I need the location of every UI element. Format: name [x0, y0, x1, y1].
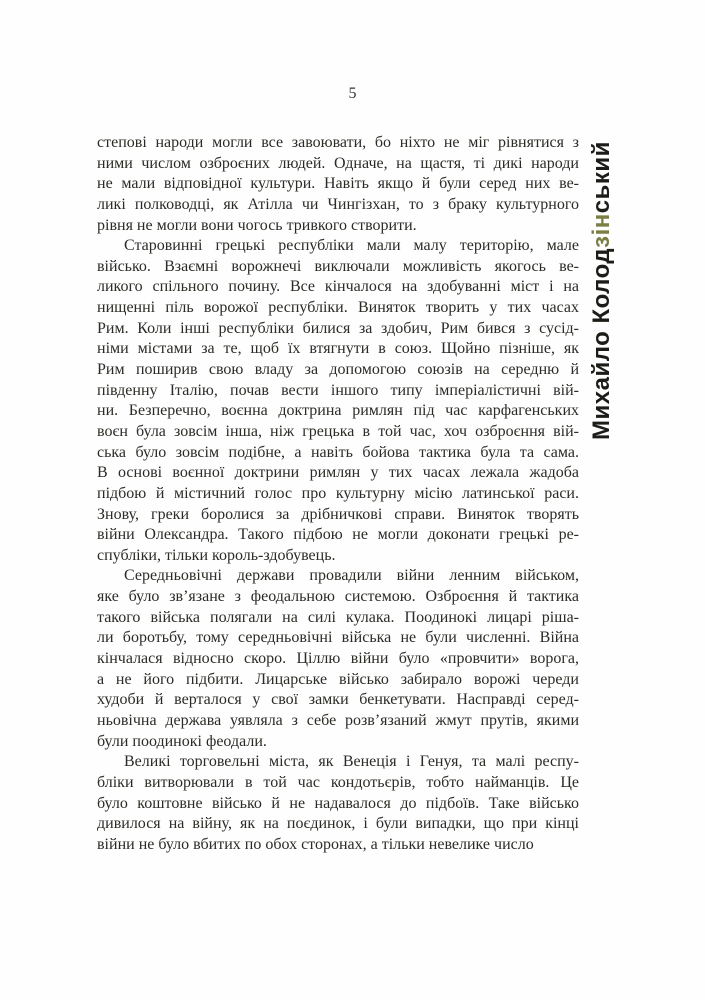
- text-line: було коштовне військо й не надавалося до підбоїв. Таке військо: [97, 794, 579, 812]
- author-margin-vertical-text: [588, 120, 628, 440]
- body-text-block: [97, 133, 579, 855]
- text-line: ними числом озброєних людей. Одначе, на щастя, ті дикі народи: [97, 154, 579, 172]
- text-line: Середньовічні держави провадили війни ленним військом,: [124, 567, 579, 585]
- author-name-suffix: ський: [588, 141, 615, 214]
- text-line: бліки витворювали в той час кондотьєрів, тобто найманців. Це: [97, 773, 579, 791]
- paragraph: [97, 236, 579, 566]
- text-line: воєн була зовсім інша, ніж грецька в той час, хоч озброєння вій-: [97, 422, 579, 440]
- text-line: ньовічна держава уявляла з себе розв’язаний жмут прутів, якими: [97, 711, 579, 729]
- paragraph: [97, 752, 579, 855]
- author-name-prefix: Михайло Колод: [588, 247, 615, 440]
- text-line: дивилося на війну, як на поєдинок, і були випадки, що при кінці: [97, 815, 579, 833]
- text-line: південну Італію, почав вести іншого типу імперіалістичні вій-: [97, 381, 579, 399]
- page-number: 5: [348, 85, 357, 102]
- text-line: ська було зовсім подібне, а навіть бойова тактика була та сама.: [97, 443, 579, 461]
- text-line: рівня не могли вони чогось тривкого створити.: [97, 216, 417, 234]
- text-line: підбою й містичний голос про культурну місію латинської раси.: [97, 484, 579, 502]
- text-line: Старовинні грецькі республіки мали малу територію, мале: [124, 237, 579, 255]
- text-line: не мали відповідної культури. Навіть якщо й були серед них ве-: [97, 175, 579, 193]
- text-line: ликі полководці, як Атілла чи Чингізхан, то з браку культурного: [97, 195, 579, 213]
- text-line: ни. Безперечно, воєнна доктрина римлян під час карфагенських: [97, 402, 579, 420]
- text-line: спубліки, тільки король-здобувець.: [97, 546, 336, 564]
- paragraph: [97, 133, 579, 236]
- text-line: Рим поширив свою владу за допомогою союзів на середню й: [97, 361, 579, 379]
- text-line: ли боротьбу, тому середньовічні війська не були численні. Війна: [97, 629, 579, 647]
- text-line: були поодинокі феодали.: [97, 732, 267, 750]
- text-line: степові народи могли все завоювати, бо ніхто не міг рівнятися з: [97, 134, 579, 151]
- text-line: а не його підбити. Лицарське військо забирало ворожі череди: [97, 670, 579, 688]
- text-line: Великі торговельні міста, як Венеція і Генуя, та малі респу-: [124, 753, 579, 771]
- text-line: німи містами за те, щоб їх втягнути в союз. Щойно пізніше, як: [97, 340, 579, 358]
- text-line: яке було зв’язане з феодальною системою. Озброєння й тактика: [97, 588, 579, 606]
- text-line: війни не було вбитих по обох сторонах, а тільки невелике число: [97, 835, 534, 853]
- text-line: Знову, греки боролися за дрібничкові справи. Виняток творять: [97, 505, 579, 523]
- paragraph: [97, 566, 579, 752]
- author-name-highlight: зін: [588, 213, 615, 248]
- text-line: кінчалася відносно скоро. Ціллю війни було «провчити» ворога,: [97, 650, 579, 668]
- text-line: війни Олександра. Такого підбою не могли доконати грецькі ре-: [97, 526, 579, 544]
- text-line: Рим. Коли інші республіки билися за здобич, Рим бився з сусід-: [97, 319, 579, 337]
- text-line: нищенні піль ворожої республіки. Виняток творить у тих часах: [97, 299, 579, 317]
- text-line: ликого спільного почину. Все кінчалося на здобуванні міст і на: [97, 278, 579, 296]
- text-line: такого війська полягали на силі кулака. Поодинокі лицарі ріша-: [97, 608, 579, 626]
- text-line: військо. Взаємні ворожнечі виключали можливість якогось ве-: [97, 257, 579, 275]
- text-line: В основі воєнної доктрини римлян у тих часах лежала жадоба: [97, 464, 579, 482]
- text-line: худоби й верталося у свої замки бенкетувати. Насправді серед-: [97, 691, 579, 709]
